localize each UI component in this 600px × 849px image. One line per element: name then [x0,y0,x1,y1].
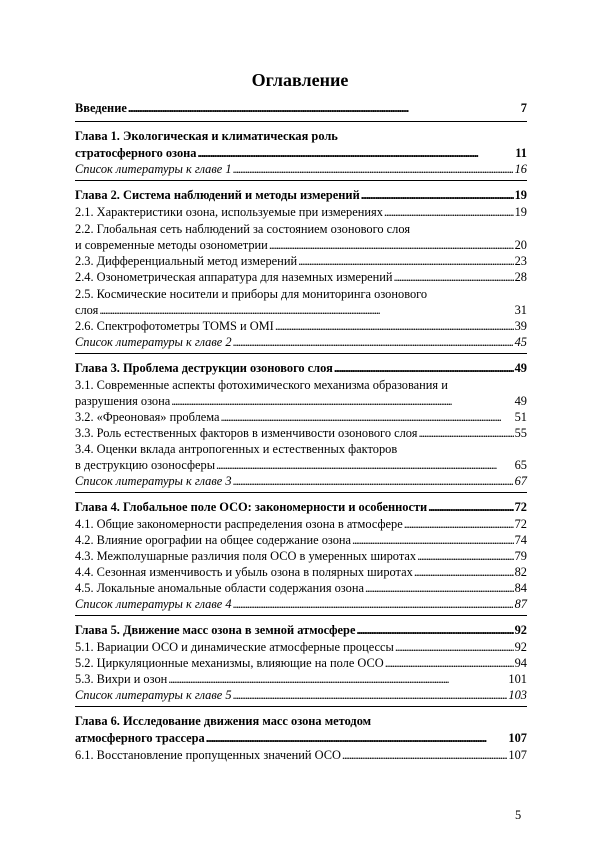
toc-page: 28 [514,270,527,284]
toc-chapter-1-line1[interactable]: Глава 1. Экологическая и климатическая роль [75,129,338,143]
toc-section-4-2[interactable] [75,532,527,548]
toc-entry-text: 4.1. Общие закономерности распределения озона в атмосфере [75,517,403,531]
toc-section-4-1[interactable] [75,516,527,532]
dot-leader [385,655,514,671]
dot-leader [171,393,513,409]
toc-refs-1[interactable] [75,161,527,177]
toc-page: 39 [514,319,527,333]
toc-page: 79 [514,549,527,563]
dot-leader [384,204,514,220]
toc-entry-text: 5.2. Циркуляционные механизмы, влияющие на поле ОСО [75,656,384,670]
dot-leader [298,253,514,269]
toc-entry-text: Глава 4. Глобальное поле ОСО: закономерности и особенности [75,500,428,514]
toc-entry-text: 2.4. Озонометрическая аппаратура для наземных измерений [75,270,393,284]
dot-leader [233,473,514,489]
toc-section-3-1-line1[interactable]: 3.1. Современные аспекты фотохимического механизма образования и [75,378,448,392]
toc-section-2-2-line1[interactable]: 2.2. Глобальная сеть наблюдений за состоянием озонового слоя [75,222,411,236]
toc-section-5-1[interactable] [75,639,527,655]
toc-entry-text: разрушения озона [75,394,171,408]
toc-chapter-3[interactable] [75,360,527,376]
dot-leader [365,580,514,596]
dot-leader [414,564,514,580]
toc-section-3-2[interactable] [75,409,527,425]
toc-page: 72 [514,500,527,514]
dot-leader [221,409,514,425]
toc-section-3-3[interactable] [75,425,527,441]
toc-page: 74 [514,533,527,547]
dot-leader [275,318,514,334]
dot-leader [418,425,513,441]
toc-entry-text: стратосферного озона [75,146,197,160]
toc-chapter-5[interactable] [75,622,527,638]
toc-section-2-3[interactable] [75,253,527,269]
toc-section-3-4[interactable] [75,457,527,473]
dot-leader [361,187,514,203]
toc-page: 72 [514,517,527,531]
dot-leader [206,730,508,746]
toc-chapter-6[interactable] [75,730,527,746]
toc-entry-text: 4.2. Влияние орографии на общее содержание озона [75,533,352,547]
toc-section-2-6[interactable] [75,318,527,334]
dot-leader [128,100,520,116]
dot-leader [233,161,514,177]
toc-page: 82 [514,565,527,579]
dot-leader [168,671,507,687]
page-number: 5 [515,808,522,822]
dot-leader [394,269,514,285]
toc-entry-text: Введение [75,101,127,115]
toc-section-2-4[interactable] [75,269,527,285]
toc-entry-text: 6.1. Восстановление пропущенных значений ОСО [75,748,341,762]
toc-refs-2[interactable] [75,334,527,350]
toc-page: 67 [514,474,527,488]
toc-section-4-5[interactable] [75,580,527,596]
toc-section-6-1[interactable] [75,747,527,763]
toc-page: 31 [514,303,527,317]
toc-page: 65 [514,458,527,472]
toc-entry-text: 4.5. Локальные аномальные области содержания озона [75,581,364,595]
toc-chapter-6-line1[interactable]: Глава 6. Исследование движения масс озона методом [75,714,372,728]
toc-entry-text: Список литературы к главе 4 [75,597,232,611]
toc-page: 107 [508,748,527,762]
toc-entry-text: Глава 5. Движение масс озона в земной атмосфере [75,623,356,637]
toc-page: 7 [520,101,527,115]
dot-leader [216,457,514,473]
toc-page: 23 [514,254,527,268]
toc-section-4-3[interactable] [75,548,527,564]
dot-leader [269,237,514,253]
dot-leader [404,516,514,532]
toc-page: 94 [514,656,527,670]
toc-intro[interactable] [75,100,527,116]
dot-leader [342,747,508,763]
toc-entry-text: 2.6. Спектрофотометры TOMS и OMI [75,319,274,333]
toc-page: 11 [515,146,527,160]
toc-entry-text: и современные методы озонометрии [75,238,268,252]
toc-section-2-1[interactable] [75,204,527,220]
toc-page: 45 [514,335,527,349]
dot-leader [99,302,513,318]
dot-leader [428,499,513,515]
toc-page: 107 [508,731,527,745]
toc-entry-text: 2.3. Дифференциальный метод измерений [75,254,298,268]
toc-entry-text: 5.3. Вихри и озон [75,672,168,686]
toc-refs-3[interactable] [75,473,527,489]
dot-leader [233,596,514,612]
toc-page: 92 [514,623,527,637]
toc-page: 101 [508,672,527,686]
dot-leader [233,334,514,350]
toc-page: 103 [508,688,527,702]
toc-page: 92 [514,640,527,654]
toc-entry-text: 4.4. Сезонная изменчивость и убыль озона в полярных широтах [75,565,413,579]
dot-leader [198,145,515,161]
toc-page: 51 [514,410,527,424]
toc-entry-text: слоя [75,303,99,317]
toc-entry-text: Список литературы к главе 5 [75,688,232,702]
dot-leader [334,360,514,376]
toc-page: 19 [514,188,527,202]
divider [75,121,527,122]
toc-page: 16 [514,162,527,176]
divider [75,180,527,181]
toc-refs-5[interactable] [75,687,527,703]
dot-leader [356,622,513,638]
toc-section-2-5[interactable] [75,302,527,318]
dot-leader [352,532,514,548]
toc-entry-text: Список литературы к главе 1 [75,162,232,176]
toc-section-3-1[interactable] [75,393,527,409]
toc-entry-text: Список литературы к главе 2 [75,335,232,349]
toc-page: 87 [514,597,527,611]
toc-section-2-5-line1[interactable]: 2.5. Космические носители и приборы для мониторинга озонового [75,287,428,301]
page-title: Оглавление [251,70,349,90]
toc-page: 19 [514,205,527,219]
toc-chapter-2[interactable] [75,187,527,203]
divider [75,706,527,707]
toc-entry-text: 2.1. Характеристики озона, используемые при измерениях [75,205,383,219]
toc-entry-text: 3.3. Роль естественных факторов в изменчивости озонового слоя [75,426,418,440]
toc-section-2-2[interactable] [75,237,527,253]
toc-page: 55 [514,426,527,440]
toc-entry-text: Глава 2. Система наблюдений и методы измерений [75,188,360,202]
dot-leader [395,639,514,655]
toc-page: 49 [514,361,527,375]
dot-leader [233,687,508,703]
toc-section-4-4[interactable] [75,564,527,580]
toc-refs-4[interactable] [75,596,527,612]
toc-section-3-4-line1[interactable]: 3.4. Оценки вклада антропогенных и естественных факторов [75,442,398,456]
dot-leader [417,548,514,564]
divider [75,615,527,616]
toc-entry-text: Глава 3. Проблема деструкции озонового слоя [75,361,333,375]
toc-entry-text: 5.1. Вариации ОСО и динамические атмосферные процессы [75,640,394,654]
toc-page: 49 [514,394,527,408]
toc-entry-text: Список литературы к главе 3 [75,474,232,488]
toc-entry-text: 3.2. «Фреоновая» проблема [75,410,220,424]
toc-section-5-3[interactable] [75,671,527,687]
toc-entry-text: в деструкцию озоносферы [75,458,216,472]
toc-page: 20 [514,238,527,252]
divider [75,492,527,493]
toc-chapter-4[interactable] [75,499,527,515]
toc-chapter-1[interactable] [75,145,527,161]
toc-page: 84 [514,581,527,595]
toc-entry-text: атмосферного трассера [75,731,205,745]
toc-section-5-2[interactable] [75,655,527,671]
toc-entry-text: 4.3. Межполушарные различия поля ОСО в умеренных широтах [75,549,417,563]
divider [75,353,527,354]
